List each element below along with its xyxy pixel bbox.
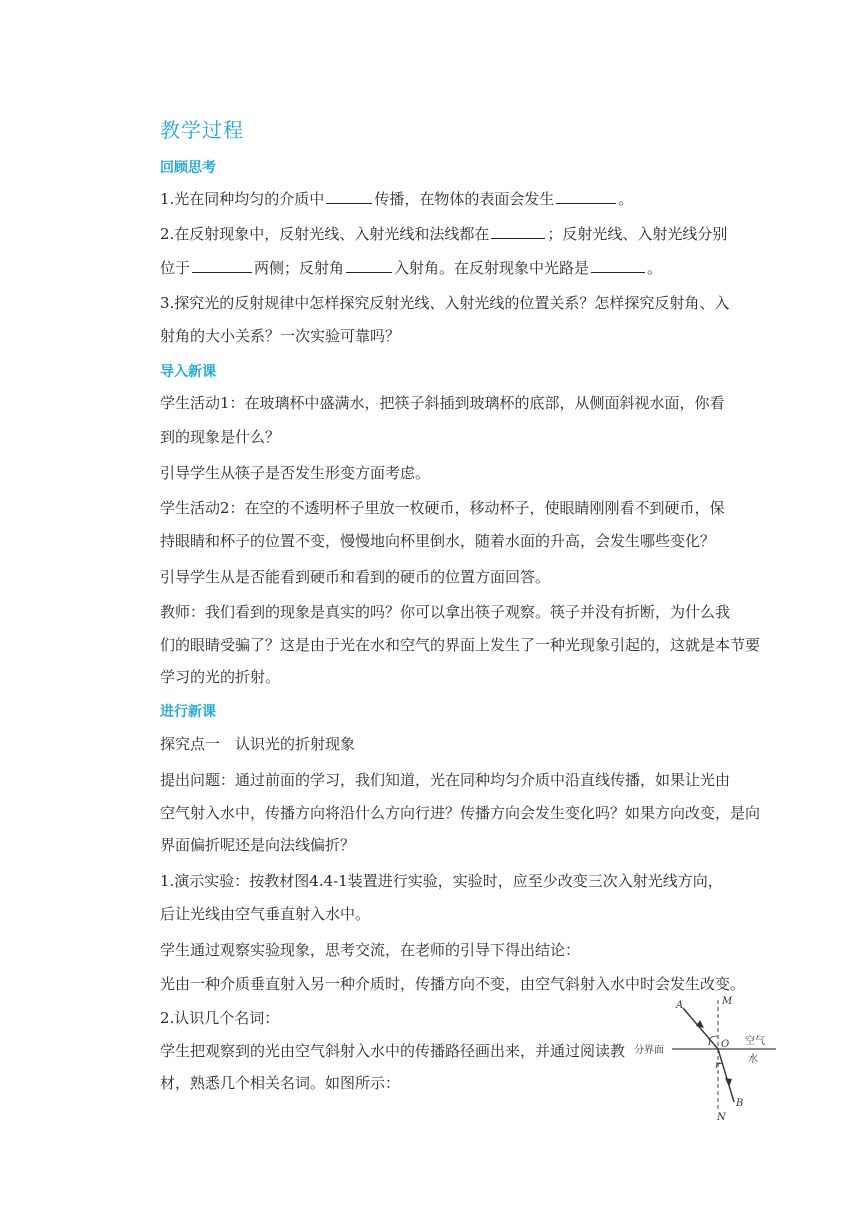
terms-description: 学生把观察到的光由空气斜射入水中的传播路径画出来，并通过阅读教 [160, 1042, 626, 1060]
terms-description-cont: 材，熟悉几个相关名词。如图所示： [160, 1074, 401, 1092]
section-intro-heading: 导入新课 [160, 364, 216, 380]
question-raise-cont2: 界面偏折呢还是向法线偏折？ [160, 836, 356, 854]
blank [591, 258, 645, 273]
review-question-3: 3.探究光的反射规律中怎样探究反射光线、入射光线的位置关系？怎样探究反射角、入 [160, 294, 730, 312]
activity-1-cont: 到的现象是什么？ [160, 428, 281, 446]
activity-2-cont: 持眼睛和杯子的位置不变，慢慢地向杯里倒水，随着水面的升高，会发生哪些变化？ [160, 532, 716, 550]
review-question-1: 1.光在同种均匀的介质中 传播，在物体的表面会发生 。 [160, 190, 634, 208]
blank [326, 189, 372, 204]
label-N: N [717, 1112, 726, 1122]
label-air: 空气 [745, 1036, 765, 1047]
label-A: A [676, 1000, 684, 1011]
exploration-point-1: 探究点一 认识光的折射现象 [160, 735, 356, 753]
label-M: M [722, 996, 733, 1007]
guide-1: 引导学生从筷子是否发生形变方面考虑。 [160, 464, 431, 482]
incident-ray [683, 1008, 718, 1049]
activity-1: 学生活动1：在玻璃杯中盛满水，把筷子斜插到玻璃杯的底部，从侧面斜视水面，你看 [160, 394, 725, 412]
conclusion: 光由一种介质垂直射入另一种介质时，传播方向不变，由空气斜射入水中时会发生改变。 [160, 975, 746, 993]
teacher-speech-cont2: 学习的光的折射。 [160, 668, 281, 686]
guide-2: 引导学生从是否能看到硬币和看到的硬币的位置方面回答。 [160, 568, 551, 586]
section-review-heading: 回顾思考 [160, 160, 216, 176]
label-interface: 分界面 [634, 1045, 664, 1056]
teacher-speech-cont: 们的眼睛受骗了？这是由于光在水和空气的界面上发生了一种光现象引起的，这就是本节要 [160, 636, 761, 654]
blank [491, 224, 545, 239]
review-question-3-cont: 射角的大小关系？一次实验可靠吗？ [160, 327, 401, 345]
refracted-ray [718, 1049, 734, 1102]
teacher-speech: 教师：我们看到的现象是真实的吗？你可以拿出筷子观察。筷子并没有折断，为什么我 [160, 603, 731, 621]
label-i: i [708, 1037, 712, 1048]
refraction-diagram [630, 992, 780, 1122]
question-raise-cont: 空气射入水中，传播方向将沿什么方向行进？传播方向会发生变化吗？如果方向改变，是向 [160, 804, 761, 822]
question-raise: 提出问题：通过前面的学习，我们知道，光在同种均匀介质中沿直线传播，如果让光由 [160, 771, 731, 789]
main-title: 教学过程 [160, 118, 244, 142]
label-B: B [736, 1098, 744, 1109]
blank [346, 258, 392, 273]
label-r: r [715, 1060, 720, 1071]
demo-experiment-cont: 后让光线由空气垂直射入水中。 [160, 905, 371, 923]
label-O: O [721, 1039, 730, 1050]
terms-title: 2.认识几个名词： [160, 1009, 280, 1027]
section-new-lesson-heading: 进行新课 [160, 704, 216, 720]
label-water: 水 [748, 1054, 758, 1065]
review-question-2-cont: 位于 两侧；反射角 入射角。在反射现象中光路是 。 [160, 259, 663, 277]
demo-experiment: 1.演示实验：按教材图4.4-1装置进行实验，实验时，应至少改变三次入射光线方向， [160, 872, 723, 890]
activity-2: 学生活动2：在空的不透明杯子里放一枚硬币，移动杯子，使眼睛刚刚看不到硬币，保 [160, 499, 725, 517]
refracted-arrow [725, 1078, 732, 1087]
review-question-2: 2.在反射现象中，反射光线、入射光线和法线都在 ；反射光线、入射光线分别 [160, 225, 728, 243]
blank [192, 258, 252, 273]
blank [556, 189, 616, 204]
observation: 学生通过观察实验现象，思考交流，在老师的引导下得出结论： [160, 941, 581, 959]
